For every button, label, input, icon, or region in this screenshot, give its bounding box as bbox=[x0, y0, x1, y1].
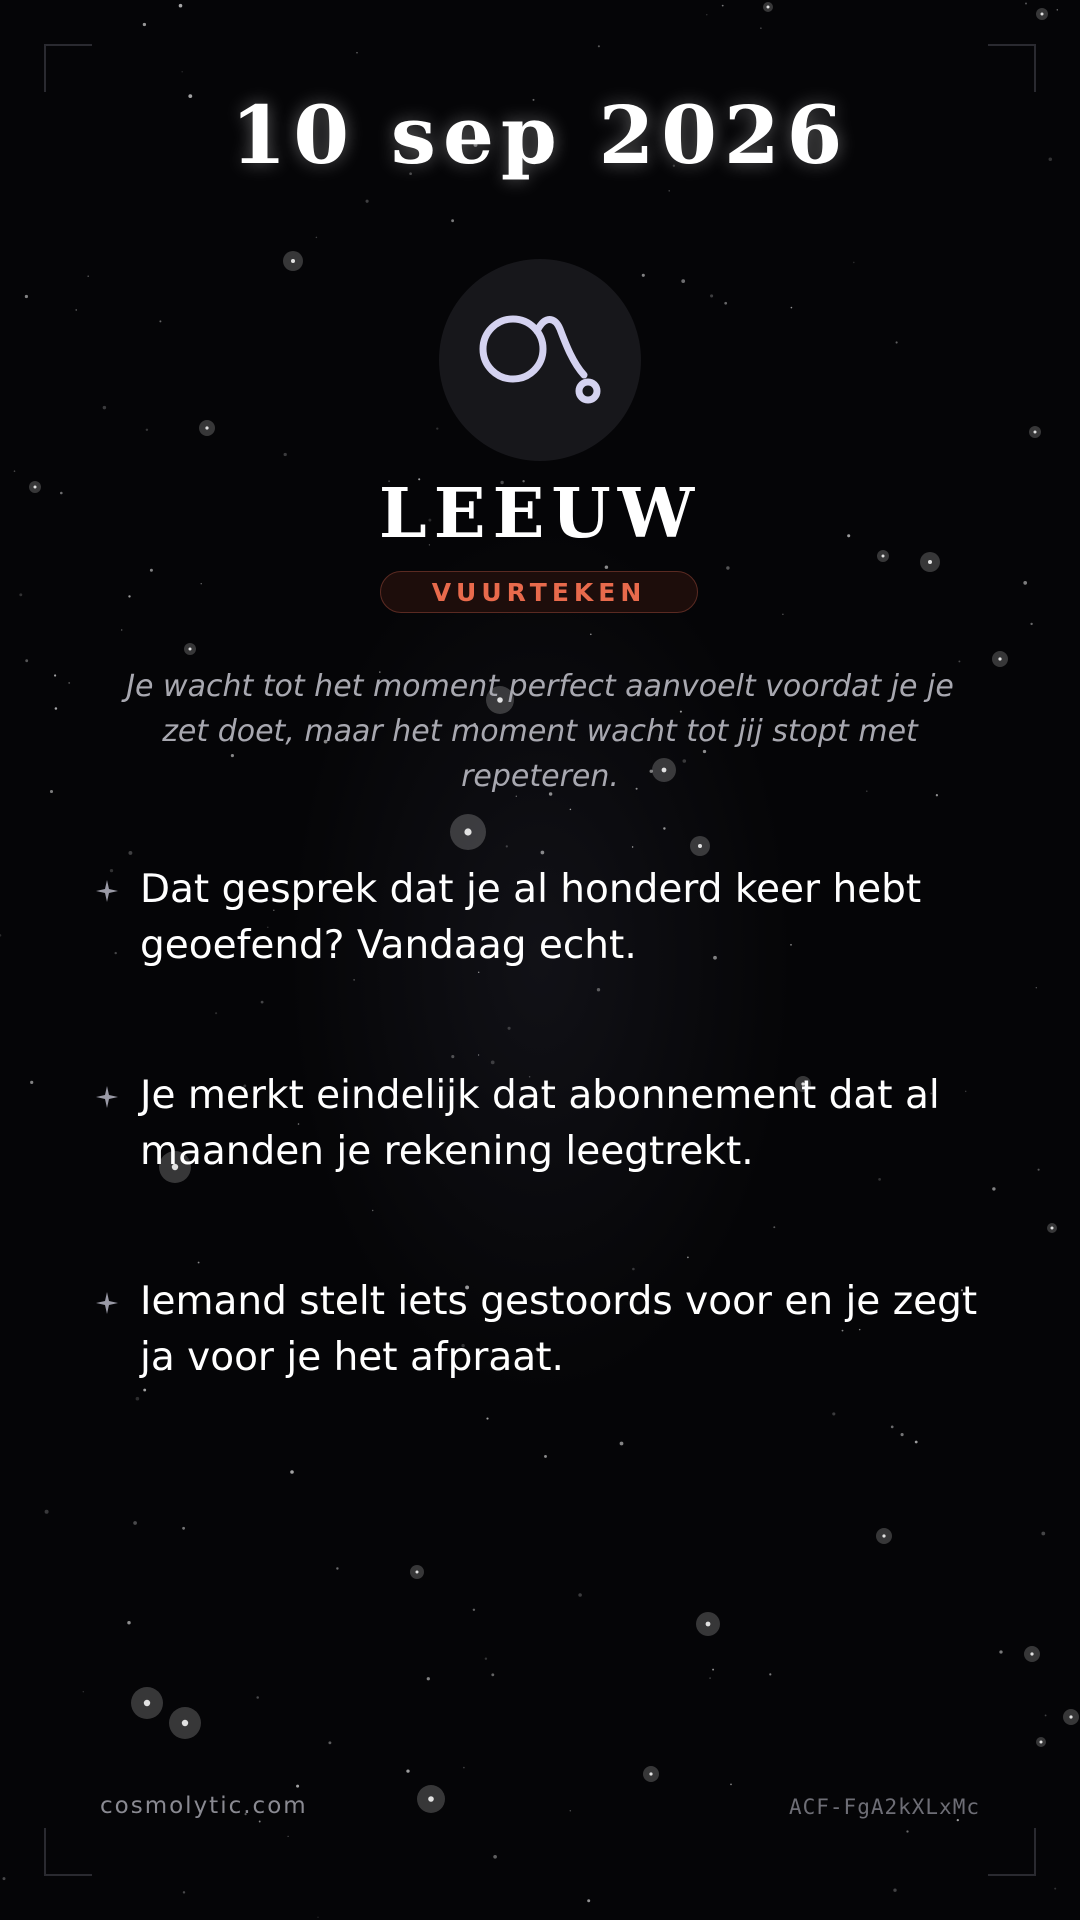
corner-frame-bottom-right bbox=[988, 1828, 1036, 1876]
sign-icon-circle bbox=[439, 259, 641, 461]
prediction-text: Iemand stelt iets gestoords voor en je zegt ja voor je het afpraat. bbox=[140, 1279, 978, 1380]
list-item bbox=[96, 1068, 996, 1274]
list-item bbox=[96, 862, 996, 1068]
sparkle-icon bbox=[96, 1086, 118, 1108]
sign-name: LEEUW bbox=[378, 474, 702, 554]
corner-frame-top-right bbox=[988, 44, 1036, 92]
prediction-text: Dat gesprek dat je al honderd keer hebt geoefend? Vandaag echt. bbox=[140, 867, 922, 968]
corner-frame-top-left bbox=[44, 44, 92, 92]
element-badge: VUURTEKEN bbox=[380, 571, 698, 613]
corner-frame-bottom-left bbox=[44, 1828, 92, 1876]
prediction-list bbox=[96, 862, 996, 1480]
prediction-text: Je merkt eindelijk dat abonnement dat al maanden je rekening leegtrekt. bbox=[140, 1073, 940, 1174]
site-link[interactable]: cosmolytic.com bbox=[100, 1793, 308, 1819]
sparkle-icon bbox=[96, 880, 118, 902]
leo-glyph-icon bbox=[439, 259, 641, 461]
daily-quote: Je wacht tot het moment perfect aanvoelt voordat je je zet doet, maar het moment wacht tot jij stopt met repeteren. bbox=[126, 669, 954, 794]
list-item bbox=[96, 1274, 996, 1480]
sparkle-icon bbox=[96, 1292, 118, 1314]
date-title: 10 sep 2026 bbox=[230, 88, 850, 182]
card-code: ACF-FgA2kXLxMc bbox=[788, 1795, 980, 1819]
